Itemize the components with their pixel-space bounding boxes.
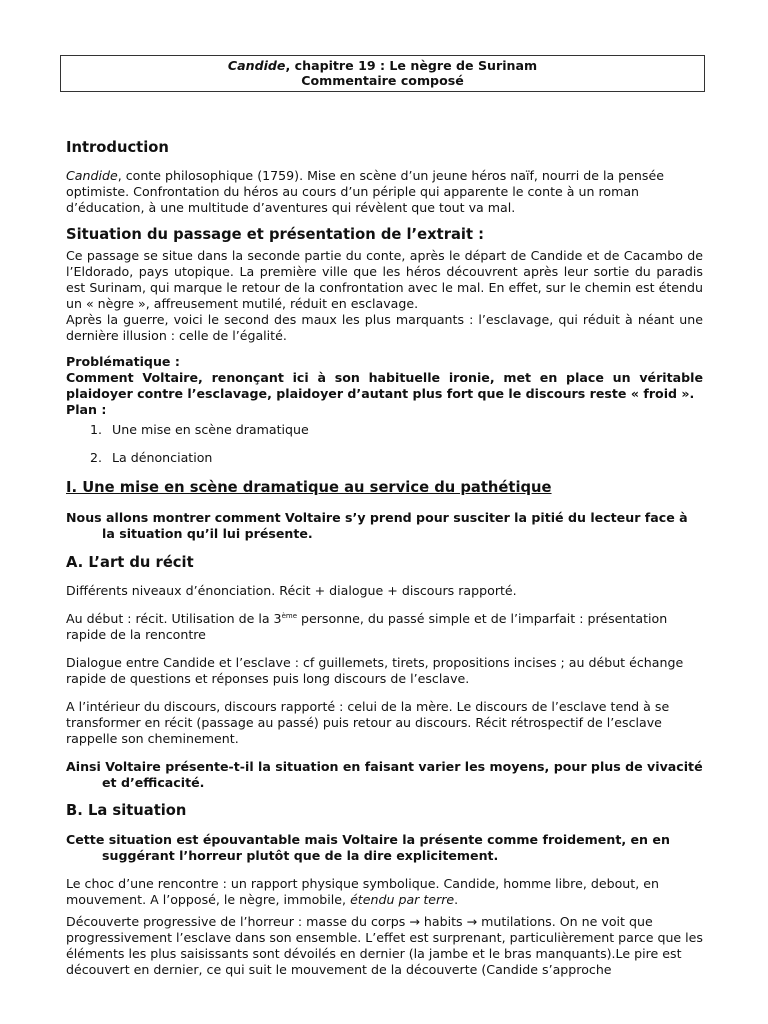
intro-lead-italic: Candide (66, 168, 118, 183)
section-b-p1-italic: étendu par terre (350, 892, 455, 907)
situation-heading: Situation du passage et présentation de l’extrait : (66, 226, 485, 243)
section-a-p2-after: personne, du passé simple et de l’imparfait : présentation rapide de la rencontre (66, 611, 668, 642)
page-title (61, 58, 704, 73)
plan-label: Plan : (66, 402, 107, 417)
plan-list (66, 422, 703, 466)
section-a-paragraph-1: Différents niveaux d’énonciation. Récit + dialogue + discours rapporté. (66, 583, 517, 598)
title-work: Candide (227, 58, 286, 73)
section-b-heading: B. La situation (66, 802, 187, 819)
part1-heading: I. Une mise en scène dramatique au service du pathétique (66, 479, 552, 496)
plan-item-label: La dénonciation (112, 450, 213, 465)
section-b-paragraph-2: Découverte progressive de l’horreur : masse du corps → habits → mutilations. On ne voit que progressivement l’esclave dans son ensemble. L’effet est surprenant, particulièrement parce que les éléments les plus saisissants sont dévoilés en dernier (la jambe et le bras manquants).Le pire est découvert en dernier, ce qui suit le mouvement de la découverte (Candide s’approche (66, 914, 703, 977)
plan-item (66, 422, 703, 438)
section-b-p1-after: . (454, 892, 459, 907)
section-a-heading: A. L’art du récit (66, 554, 194, 571)
intro-heading: Introduction (66, 139, 169, 156)
superscript: ème (281, 612, 297, 620)
plan-item-label: Une mise en scène dramatique (112, 422, 309, 437)
section-b-thesis: Cette situation est épouvantable mais Voltaire la présente comme froidement, en en suggérant l’horreur plutôt que de la dire explicitement. (66, 832, 670, 863)
part1-thesis: Nous allons montrer comment Voltaire s’y prend pour susciter la pitié du lecteur face à la situation qu’il lui présente. (66, 510, 688, 541)
section-a-paragraph-4: A l’intérieur du discours, discours rapporté : celui de la mère. Le discours de l’esclave tend à se transformer en récit (passage au passé) puis retour au discours. Récit rétrospectif de l’esclave rappelle son cheminement. (66, 699, 670, 746)
section-a-paragraph-2 (66, 611, 703, 643)
situation-paragraph-1: Ce passage se situe dans la seconde partie du conte, après le départ de Candide et de Cacambo de l’Eldorado, pays utopique. La première ville que les héros découvrent après leur sortie du paradis est Surinam, qui marque le retour de la confrontation avec le mal. En effet, sur le chemin est étendu un « nègre », affreusement mutilé, réduit en esclavage. (66, 248, 703, 311)
title-box (60, 55, 705, 92)
page-subtitle: Commentaire composé (301, 73, 464, 88)
section-a-paragraph-3: Dialogue entre Candide et l’esclave : cf guillemets, tirets, propositions incises ; au début échange rapide de questions et réponses puis long discours de l’esclave. (66, 655, 684, 686)
section-a-conclusion: Ainsi Voltaire présente-t-il la situation en faisant varier les moyens, pour plus de vivacité et d’efficacité. (66, 759, 703, 790)
section-b-paragraph-1 (66, 876, 703, 908)
intro-paragraph-text: , conte philosophique (1759). Mise en scène d’un jeune héros naïf, nourri de la pensée optimiste. Confrontation du héros au cours d’un périple qui apparente le conte à un roman d’éducation, à une multitude d’aventures qui révèlent que tout va mal. (66, 168, 664, 215)
plan-item-number: 1. (90, 422, 103, 437)
document-page (66, 55, 703, 978)
plan-item (66, 450, 703, 466)
section-a-p2-before: Au début : récit. Utilisation de la 3 (66, 611, 282, 626)
intro-paragraph (66, 168, 703, 216)
title-rest: , chapitre 19 : Le nègre de Surinam (285, 58, 538, 73)
plan-item-number: 2. (90, 450, 103, 465)
problematique-text: Comment Voltaire, renonçant ici à son habituelle ironie, met en place un véritable plaidoyer contre l’esclavage, plaidoyer d’autant plus fort que le discours reste « froid ». (66, 370, 703, 401)
problematique-label: Problématique : (66, 354, 180, 369)
section-b-p1-before: Le choc d’une rencontre : un rapport physique symbolique. Candide, homme libre, debout, en mouvement. A l’opposé, le nègre, immobile, (66, 876, 659, 907)
situation-paragraph-2: Après la guerre, voici le second des maux les plus marquants : l’esclavage, qui réduit à néant une dernière illusion : celle de l’égalité. (66, 312, 703, 343)
